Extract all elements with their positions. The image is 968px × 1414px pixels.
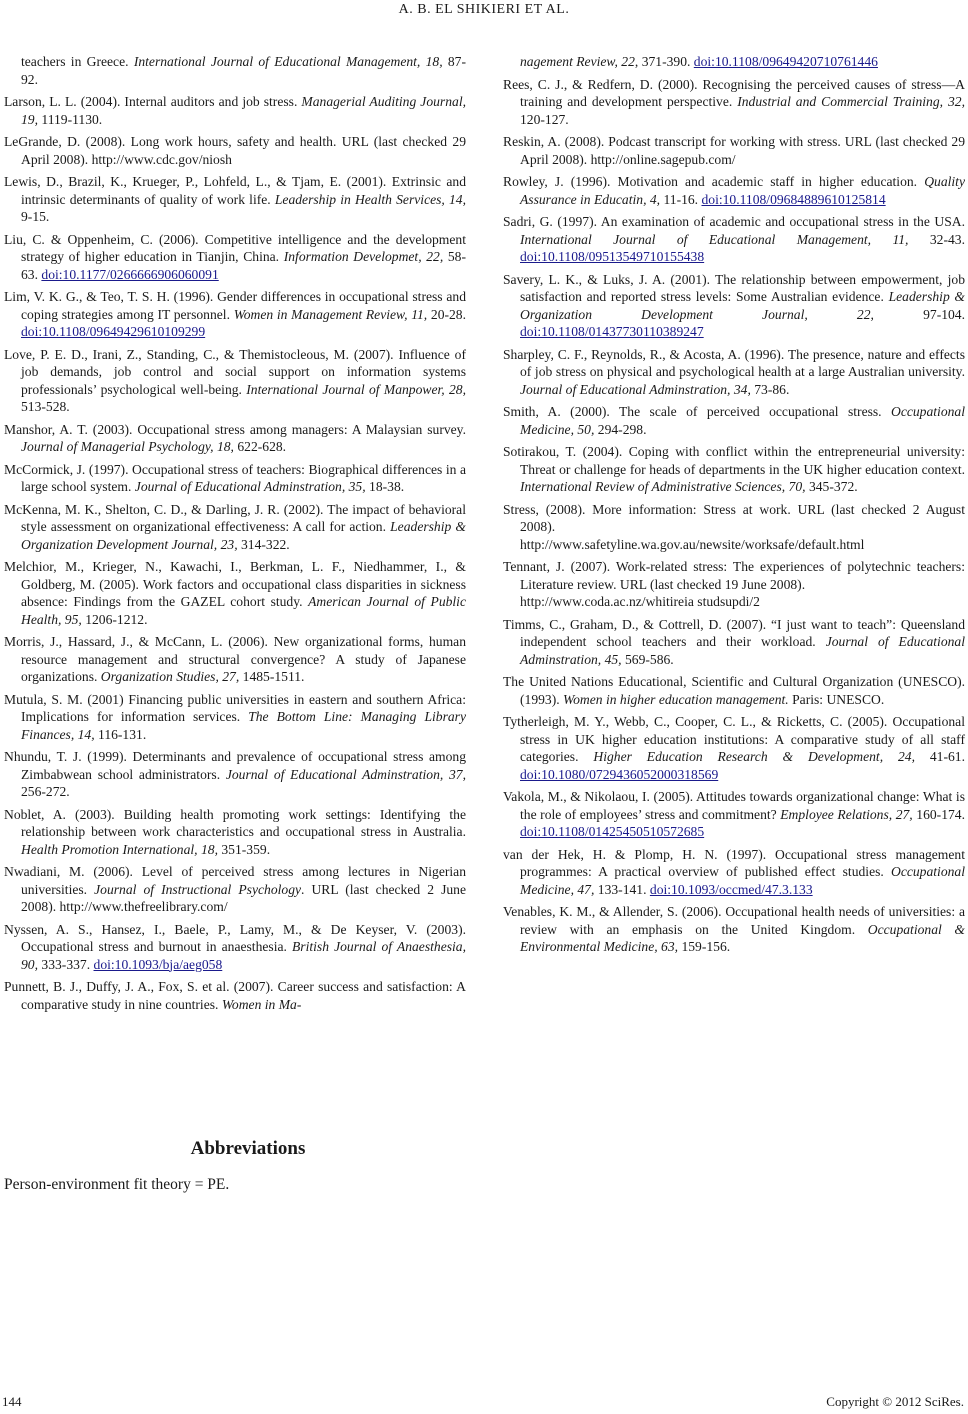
reference-entry xyxy=(503,788,965,841)
reference-text: Love, P. E. D., Irani, Z., Standing, C., & Themistocleous, M. (2007). Influence of job demands, job control and social support on information systems professionals’ psychological well-being. xyxy=(4,346,466,397)
reference-pages: 314-322. xyxy=(237,536,290,552)
doi-link[interactable]: doi:10.1093/bja/aeg058 xyxy=(93,956,223,972)
reference-entry xyxy=(4,691,466,744)
reference-entry xyxy=(4,133,466,168)
reference-text: Larson, L. L. (2004). Internal auditors and job stress. xyxy=(4,94,302,109)
reference-pages: 133-141. xyxy=(594,881,650,897)
journal-title: British Journal of Anaesthesia, 90, xyxy=(21,939,466,972)
reference-text: van der Hek, H. & Plomp, H. N. (1997). Occupational stress management programmes: A practical overview of published effect studies. xyxy=(503,846,965,879)
reference-entry xyxy=(503,76,965,129)
reference-entry xyxy=(4,978,466,1013)
references-right-column xyxy=(503,53,965,961)
reference-pages: 622-628. xyxy=(233,439,287,454)
reference-text: Tennant, J. (2007). Work-related stress: The experiences of polytechnic teachers: Literature review. URL (last checked 19 June 2008). xyxy=(503,559,965,592)
reference-text: Lim, V. K. G., & Teo, T. S. H. (1996). Gender differences in occupational stress and coping strategies among IT personnel. xyxy=(4,289,466,322)
reference-pages: Paris: UNESCO. xyxy=(788,691,885,707)
reference-pages: . URL (last checked 2 June 2008). http://www.thefreelibrary.com/ xyxy=(21,881,466,914)
reference-entry xyxy=(503,673,965,708)
reference-entry xyxy=(503,53,965,71)
reference-pages: 97-104. xyxy=(873,306,966,322)
running-header: A. B. EL SHIKIERI ET AL. xyxy=(398,2,570,17)
reference-pages: 1485-1511. xyxy=(239,669,305,684)
reference-pages: 116-131. xyxy=(94,726,147,742)
reference-pages: 345-372. xyxy=(805,479,858,494)
journal-title: nagement Review, 22 xyxy=(520,54,635,69)
journal-title: International Review of Administrative Sciences, 70, xyxy=(520,479,806,494)
reference-text: The United Nations Educational, Scientific and Cultural Organization (UNESCO). (1993). xyxy=(503,674,965,707)
reference-text: Stress, (2008). More information: Stress at work. URL (last checked 2 August 2008). xyxy=(503,501,965,534)
reference-text: Rees, C. J., & Redfern, D. (2000). Recognising the perceived causes of stress—A training and development perspective. xyxy=(503,76,965,109)
reference-pages: 1206-1212. xyxy=(81,611,148,627)
journal-title: Women in higher education management. xyxy=(563,691,789,707)
reference-text: Liu, C. & Oppenheim, C. (2006). Competitive intelligence and the development strategy of higher education in Tianjin, China. xyxy=(4,231,466,264)
reference-entry xyxy=(4,231,466,284)
reference-entry xyxy=(503,713,965,783)
reference-text: McKenna, M. K., Shelton, C. D., & Darling, J. R. (2002). The impact of behavioral style assessment on organizational effectiveness: A call for action. xyxy=(4,501,466,534)
reference-pages: 1119-1130. xyxy=(38,111,103,127)
reference-entry xyxy=(503,903,965,956)
journal-title: Leadership & Organization Development Journal, 23, xyxy=(21,519,466,552)
journal-title: Journal of Managerial Psychology, 18, xyxy=(21,439,234,454)
reference-pages: 569-586. xyxy=(621,651,674,667)
journal-title: Journal of Educational Adminstration, 45, xyxy=(520,634,966,667)
journal-title: Journal of Educational Adminstration, 37, xyxy=(225,766,466,782)
doi-link[interactable]: doi:10.1108/09649420710761446 xyxy=(693,54,878,69)
reference-text: Sotirakou, T. (2004). Coping with conflict within the entrepreneurial university: Threat or challenge for heads of departments in the UK higher education context. xyxy=(503,444,965,477)
journal-title: Journal of Instructional Psychology xyxy=(94,881,302,897)
reference-pages: 333-337. xyxy=(38,956,94,972)
reference-pages: 87-92. xyxy=(21,54,467,87)
reference-text: McCormick, J. (1997). Occupational stress of teachers: Biographical differences in a large school system. xyxy=(4,461,466,494)
reference-entry xyxy=(503,846,965,899)
reference-text: Tytherleigh, M. Y., Webb, C., Cooper, C. L., & Ricketts, C. (2005). Occupational stress in UK higher education institutions: A comparative study of all staff categories. xyxy=(503,714,965,764)
journal-title: Occupational & Environmental Medicine, 63, xyxy=(520,921,966,954)
reference-pages: 351-359. xyxy=(217,841,271,857)
reference-entry xyxy=(4,173,466,226)
doi-link[interactable]: doi:10.1108/09649429610109299 xyxy=(21,324,206,339)
reference-entry xyxy=(503,213,965,266)
reference-pages: 513-528. xyxy=(21,399,70,414)
reference-text: Sharpley, C. F., Reynolds, R., & Acosta, A. (1996). The presence, nature and effects of job stress on physical and psychological health at a large Australian university. xyxy=(503,346,965,379)
reference-entry xyxy=(503,616,965,669)
reference-url[interactable]: http://www.safetyline.wa.gov.au/newsite/worksafe/default.html xyxy=(520,536,865,552)
abbreviations-text: Person-environment fit theory = PE. xyxy=(4,1176,230,1193)
reference-text: Lewis, D., Brazil, K., Krueger, P., Lohfeld, L., & Tjam, E. (2001). Extrinsic and intrinsic determinants of quality of work life. xyxy=(4,174,466,207)
doi-link[interactable]: doi:10.1108/09513549710155438 xyxy=(520,249,705,264)
reference-pages: 160-174. xyxy=(912,806,965,822)
reference-entry xyxy=(4,748,466,801)
journal-title: Journal of Educational Adminstration, 34, xyxy=(520,381,751,397)
reference-entry xyxy=(503,443,965,496)
reference-text: Venables, K. M., & Allender, S. (2006). Occupational health needs of universities: a review with an emphasis on the United Kingdom. xyxy=(503,904,965,937)
reference-entry xyxy=(4,501,466,554)
journal-title: Health Promotion International, 18, xyxy=(21,841,218,857)
reference-entry xyxy=(503,403,965,438)
reference-text: Timms, C., Graham, D., & Cottrell, D. (2007). “I just want to teach”: Queensland independent school teachers and their workload. xyxy=(503,616,965,649)
journal-title: Leadership in Health Services, 14, xyxy=(274,191,466,207)
reference-pages: 20-28. xyxy=(427,306,467,322)
doi-link[interactable]: doi:10.1108/09684889610125814 xyxy=(701,191,886,207)
reference-text: Rowley, J. (1996). Motivation and academic staff in higher education. xyxy=(503,174,925,189)
journal-title: Journal of Educational Adminstration, 35, xyxy=(134,479,366,494)
doi-link[interactable]: doi:10.1093/occmed/47.3.133 xyxy=(649,881,813,897)
reference-entry xyxy=(4,346,466,416)
journal-title: International Journal of Educational Management, 11, xyxy=(520,231,909,247)
journal-title: International Journal of Educational Management, 18, xyxy=(133,54,443,69)
reference-pages: teachers in Greece. xyxy=(21,54,134,69)
journal-title: Women in Management Review, 11, xyxy=(233,306,428,322)
journal-title: Occupational Medicine, 47, xyxy=(520,864,965,897)
reference-entry xyxy=(4,863,466,916)
reference-url[interactable]: http://www.coda.ac.nz/whitireia studsupdi/2 xyxy=(520,594,760,609)
journal-title: Industrial and Commercial Training, 32, xyxy=(737,94,965,109)
page-number: 144 xyxy=(2,1394,22,1409)
journal-title: Information Developmet, 22, xyxy=(283,249,444,264)
journal-title: Leadership & Organization Development Journal, 22, xyxy=(520,289,965,322)
journal-title: American Journal of Public Health, 95, xyxy=(21,594,466,627)
reference-entry xyxy=(503,133,965,168)
reference-entry xyxy=(4,53,466,88)
journal-title: Occupational Medicine, 50, xyxy=(520,404,965,437)
reference-entry xyxy=(503,558,965,611)
reference-pages: 294-298. xyxy=(594,421,647,437)
doi-link[interactable]: doi:10.1108/01425450510572685 xyxy=(520,824,705,839)
reference-entry xyxy=(503,501,965,554)
reference-pages: 256-272. xyxy=(21,784,70,799)
abbreviations-heading: Abbreviations xyxy=(190,1138,306,1159)
reference-entry xyxy=(4,806,466,859)
reference-text: Mutula, S. M. (2001) Financing public universities in eastern and southern Africa: Implications for information services. xyxy=(4,691,466,724)
reference-text: Sadri, G. (1997). An examination of academic and occupational stress in the USA. xyxy=(503,214,965,229)
reference-entry xyxy=(4,461,466,496)
reference-text: Noblet, A. (2003). Building health promoting work settings: Identifying the relationship between work characteristics and occupational stress in Australia. xyxy=(4,806,466,839)
journal-title: Managerial Auditing Journal, 19, xyxy=(21,94,466,127)
reference-pages: 41-61. xyxy=(914,749,965,764)
reference-entry xyxy=(4,288,466,341)
reference-pages: 11-16. xyxy=(660,191,702,207)
journal-title: Quality Assurance in Educatin, 4, xyxy=(520,174,965,207)
reference-pages: 9-15. xyxy=(21,209,50,224)
reference-text: Savery, L. K., & Luks, J. A. (2001). The relationship between empowerment, job satisfaction and reported stress levels: Some Australian evidence. xyxy=(503,271,965,304)
reference-text: Punnett, B. J., Duffy, J. A., Fox, S. et al. (2007). Career success and satisfaction: A comparative study in nine countries. xyxy=(4,979,466,1012)
reference-text: Melchior, M., Krieger, N., Kawachi, I., Berkman, L. F., Niedhammer, I., & Goldberg, M. (2005). Work factors and occupational class disparities in sickness absence: Findings from the GAZEL cohort study. xyxy=(4,559,466,609)
reference-entry xyxy=(4,558,466,628)
journal-title: Women in Ma- xyxy=(221,996,302,1012)
reference-text: Nyssen, A. S., Hansez, I., Baele, P., Lamy, M., & De Keyser, V. (2003). Occupational stress and burnout in anaesthesia. xyxy=(4,921,466,954)
doi-link[interactable]: doi:10.1108/01437730110389247 xyxy=(520,324,704,339)
copyright-notice: Copyright © 2012 SciRes. xyxy=(826,1394,964,1409)
journal-title: International Journal of Manpower, 28, xyxy=(246,381,466,397)
reference-entry xyxy=(503,346,965,399)
reference-entry xyxy=(4,93,466,128)
reference-text: Reskin, A. (2008). Podcast transcript for working with stress. URL (last checked 29 April 2008). http://online.sagepub.com/ xyxy=(503,134,965,167)
reference-text: Vakola, M., & Nikolaou, I. (2005). Attitudes towards organizational change: What is the role of employees’ stress and commitment? xyxy=(503,789,965,822)
reference-entry xyxy=(4,921,466,974)
reference-text: LeGrande, D. (2008). Long work hours, safety and health. URL (last checked 29 April 2008). http://www.cdc.gov/niosh xyxy=(4,134,466,167)
reference-text: Nwadiani, M. (2006). Level of perceived stress among lectures in Nigerian universities. xyxy=(4,864,466,897)
reference-text: Nhundu, T. J. (1999). Determinants and prevalence of occupational stress among Zimbabwean school administrators. xyxy=(4,749,466,782)
references-left-column xyxy=(4,53,466,1018)
journal-title: Higher Education Research & Development, 24, xyxy=(593,749,915,764)
reference-pages: , 371-390. xyxy=(634,54,694,69)
reference-text: Morris, J., Hassard, J., & McCann, L. (2006). New organizational forms, human resource management and structural convergence? A study of Japanese organizations. xyxy=(4,634,466,684)
reference-text: Smith, A. (2000). The scale of perceived occupational stress. xyxy=(503,404,891,419)
reference-pages: 58-63. xyxy=(21,249,466,282)
reference-text: Manshor, A. T. (2003). Occupational stress among managers: A Malaysian survey. xyxy=(4,421,466,437)
reference-pages: 18-38. xyxy=(365,479,405,494)
reference-entry xyxy=(4,633,466,686)
journal-title: Organization Studies, 27, xyxy=(100,669,240,684)
reference-entry xyxy=(4,421,466,456)
reference-pages: 120-127. xyxy=(520,111,569,127)
journal-title: Employee Relations, 27, xyxy=(780,806,913,822)
reference-pages: 73-86. xyxy=(750,381,790,397)
journal-title: The Bottom Line: Managing Library Finances, 14, xyxy=(21,709,467,742)
doi-link[interactable]: doi:10.1177/0266666906060091 xyxy=(41,266,219,282)
reference-entry xyxy=(503,271,965,341)
reference-pages: 159-156. xyxy=(678,939,731,954)
reference-pages: 32-43. xyxy=(908,231,965,247)
reference-entry xyxy=(503,173,965,208)
doi-link[interactable]: doi:10.1080/0729436052000318569 xyxy=(520,766,719,782)
